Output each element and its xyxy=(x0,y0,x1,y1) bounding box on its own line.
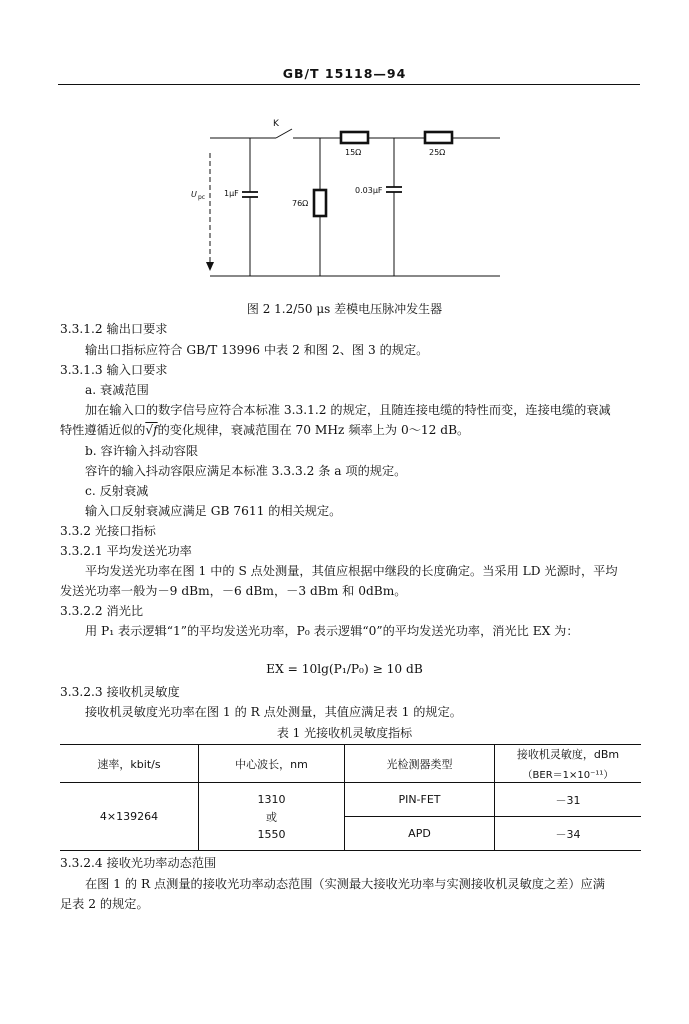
item-c: c. 反射衰减 xyxy=(85,484,149,498)
figure-caption: 图 2 1.2/50 μs 差模电压脉冲发生器 xyxy=(246,302,443,316)
paragraph: 平均发送光功率在图 1 中的 S 点处测量，其值应根据中继段的长度确定。当采用 LD 光源时，平均 xyxy=(85,564,618,578)
table-row xyxy=(60,783,641,817)
header-sensitivity xyxy=(495,745,642,783)
cell-rate: 4×139264 xyxy=(60,783,199,851)
paragraph: 输出口指标应符合 GB/T 13996 中表 2 和图 2、图 3 的规定。 xyxy=(85,343,429,357)
resistor-15-label: 15Ω xyxy=(345,148,362,157)
sensitivity-table xyxy=(60,744,641,851)
cell-detector: APD xyxy=(345,817,495,851)
paragraph-continued: 足表 2 的规定。 xyxy=(60,897,149,911)
paragraph: 用 P₁ 表示逻辑“1”的平均发送光功率，P₀ 表示逻辑“0”的平均发送光功率，消光比 EX 为： xyxy=(85,624,579,638)
text-run: 特性遵循近似的 xyxy=(60,423,146,437)
paragraph: 加在输入口的数字信号应符合本标准 3.3.1.2 的规定，且随连接电缆的特性而变，连接电缆的衰减 xyxy=(85,403,611,417)
page-header: GB/T 15118—94 xyxy=(282,66,407,81)
text-run: 的变化规律，衰减范围在 70 MHz 频率上为 0～12 dB。 xyxy=(157,423,470,437)
resistor-25-label: 25Ω xyxy=(429,148,446,157)
header-sensitivity-line2: （BER＝1×10⁻¹¹） xyxy=(522,770,614,781)
capacitor-2-label: 0.03μF xyxy=(355,186,383,195)
section-3-3-2-1: 3.3.2.1 平均发送光功率 xyxy=(60,544,192,558)
resistor-76-label: 76Ω xyxy=(292,199,309,208)
cell-sensitivity: －31 xyxy=(495,783,642,817)
section-3-3-1-3: 3.3.1.3 输入口要求 xyxy=(60,363,168,377)
capacitor-1-label: 1μF xyxy=(224,189,239,198)
section-3-3-2-4: 3.3.2.4 接收光功率动态范围 xyxy=(60,856,217,870)
table-header-row xyxy=(60,745,641,783)
cell-sensitivity: －34 xyxy=(495,817,642,851)
header-sensitivity-line1: 接收机灵敏度，dBm xyxy=(516,748,620,761)
section-3-3-1-2: 3.3.1.2 输出口要求 xyxy=(60,322,168,336)
table-caption: 表 1 光接收机灵敏度指标 xyxy=(276,726,413,740)
paragraph: 输入口反射衰减应满足 GB 7611 的相关规定。 xyxy=(85,504,342,518)
paragraph: 容许的输入抖动容限应满足本标准 3.3.3.2 条 a 项的规定。 xyxy=(85,464,407,478)
item-a: a. 衰减范围 xyxy=(85,383,149,397)
cell-wavelength xyxy=(199,783,345,851)
paragraph: 接收机灵敏度光功率在图 1 的 R 点处测量，其值应满足表 1 的规定。 xyxy=(85,705,462,719)
circuit-diagram xyxy=(0,0,689,300)
header-rate: 速率，kbit/s xyxy=(60,745,199,783)
header-wavelength: 中心波长，nm xyxy=(199,745,345,783)
section-3-3-2: 3.3.2 光接口指标 xyxy=(60,524,156,538)
wavelength-or: 或 xyxy=(266,810,277,824)
sqrt-f: √f xyxy=(145,423,158,437)
paragraph-continued xyxy=(60,422,469,438)
voltage-label: U xyxy=(191,190,197,199)
paragraph: 在图 1 的 R 点测量的接收光功率动态范围（实测最大接收光功率与实测接收机灵敏度之差）应满 xyxy=(85,877,605,891)
equation: EX = 10lg(P₁/P₀) ≥ 10 dB xyxy=(266,662,423,676)
item-b: b. 容许输入抖动容限 xyxy=(85,444,199,458)
section-3-3-2-3: 3.3.2.3 接收机灵敏度 xyxy=(60,685,180,699)
voltage-sub-label: pc xyxy=(198,194,206,201)
wavelength-1310: 1310 xyxy=(257,792,286,806)
switch-label: K xyxy=(273,119,279,129)
header-detector: 光检测器类型 xyxy=(345,745,495,783)
wavelength-1550: 1550 xyxy=(257,827,286,841)
cell-detector: PIN-FET xyxy=(345,783,495,817)
section-3-3-2-2: 3.3.2.2 消光比 xyxy=(60,604,144,618)
paragraph-continued: 发送光功率一般为－9 dBm，－6 dBm，－3 dBm 和 0dBm。 xyxy=(60,584,407,598)
